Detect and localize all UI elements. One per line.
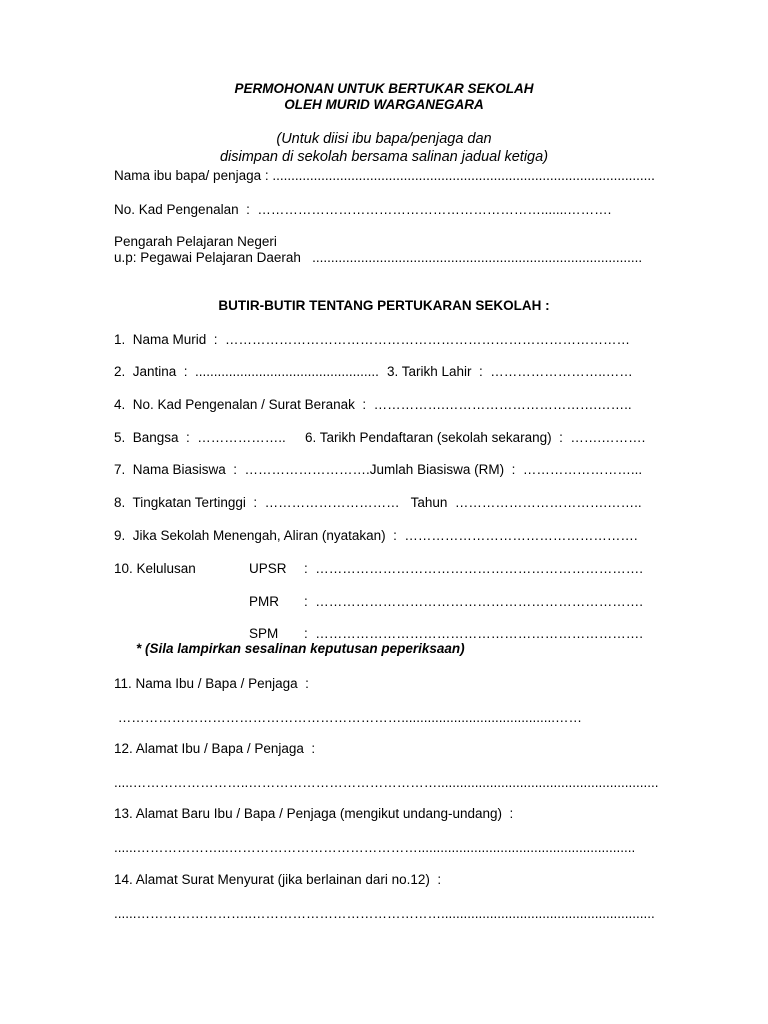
parent-name-field: Nama ibu bapa/ penjaga : ......................................................................................................: [114, 168, 655, 183]
guardian-address-field: .....……………………..……………………………………...........................................................: [114, 775, 659, 790]
spm-field: : ……………………………………………………………….: [304, 626, 644, 641]
form-subtitle-line1: (Untuk diisi ibu bapa/penjaga dan: [276, 131, 492, 147]
guardian-name-label: 11. Nama Ibu / Bapa / Penjaga :: [114, 676, 309, 691]
student-ic-field: 4. No. Kad Pengenalan / Surat Beranak : …………….…………………………….……..: [114, 397, 632, 412]
highest-form-field: 8. Tingkatan Tertinggi : ………………………… Tahun …………………………….……..: [114, 495, 642, 510]
form-title-line1: PERMOHONAN UNTUK BERTUKAR SEKOLAH: [234, 81, 534, 96]
upsr-label: UPSR: [249, 561, 287, 576]
pmr-field: : ……………………………………………………………….: [304, 594, 644, 609]
gender-field: 2. Jantina : .................................................: [114, 364, 379, 379]
form-subtitle-line2: disimpan di sekolah bersama salinan jadual ketiga): [219, 149, 549, 165]
qualifications-label: 10. Kelulusan: [114, 561, 196, 576]
mailing-address-field: ......……………………..…………………………………….........................................................: [114, 906, 655, 921]
upsr-field: : ……………………………………………………………….: [304, 561, 644, 576]
state-education-director: Pengarah Pelajaran Negeri: [114, 234, 277, 249]
student-name-field: 1. Nama Murid : ………………………………………………………………………………: [114, 332, 631, 347]
birth-date-field: 3. Tarikh Lahir : ……………………..……: [387, 364, 633, 379]
new-address-field: ......………………...……………………………………..........................................................: [114, 840, 636, 855]
mailing-address-label: 14. Alamat Surat Menyurat (jika berlainan dari no.12) :: [114, 872, 442, 887]
guardian-address-label: 12. Alamat Ibu / Bapa / Penjaga :: [114, 741, 316, 756]
scholarship-field: 7. Nama Biasiswa : ……………………….Jumlah Biasiswa (RM) : ……………………...: [114, 462, 643, 477]
guardian-name-field: ……………………………………………………….........................................……: [114, 710, 583, 725]
district-education-officer-field: u.p: Pegawai Pelajaran Daerah ........................................................................................: [114, 250, 643, 265]
parent-ic-field: No. Kad Pengenalan : ……………………………………………………….......……….: [114, 202, 612, 217]
attachment-note: * (Sila lampirkan sesalinan keputusan peperiksaan): [136, 641, 465, 656]
new-address-label: 13. Alamat Baru Ibu / Bapa / Penjaga (mengikut undang-undang) :: [114, 806, 514, 821]
spm-label: SPM: [249, 626, 279, 641]
pmr-label: PMR: [249, 594, 279, 609]
section-heading: BUTIR-BUTIR TENTANG PERTUKARAN SEKOLAH :: [218, 298, 550, 313]
registration-date-field: 6. Tarikh Pendaftaran (sekolah sekarang) : …….……….: [305, 430, 646, 445]
stream-field: 9. Jika Sekolah Menengah, Aliran (nyatakan) : …………………………………………….: [114, 528, 638, 543]
form-title-line2: OLEH MURID WARGANEGARA: [284, 97, 484, 112]
race-field: 5. Bangsa : ………………..: [114, 430, 286, 445]
